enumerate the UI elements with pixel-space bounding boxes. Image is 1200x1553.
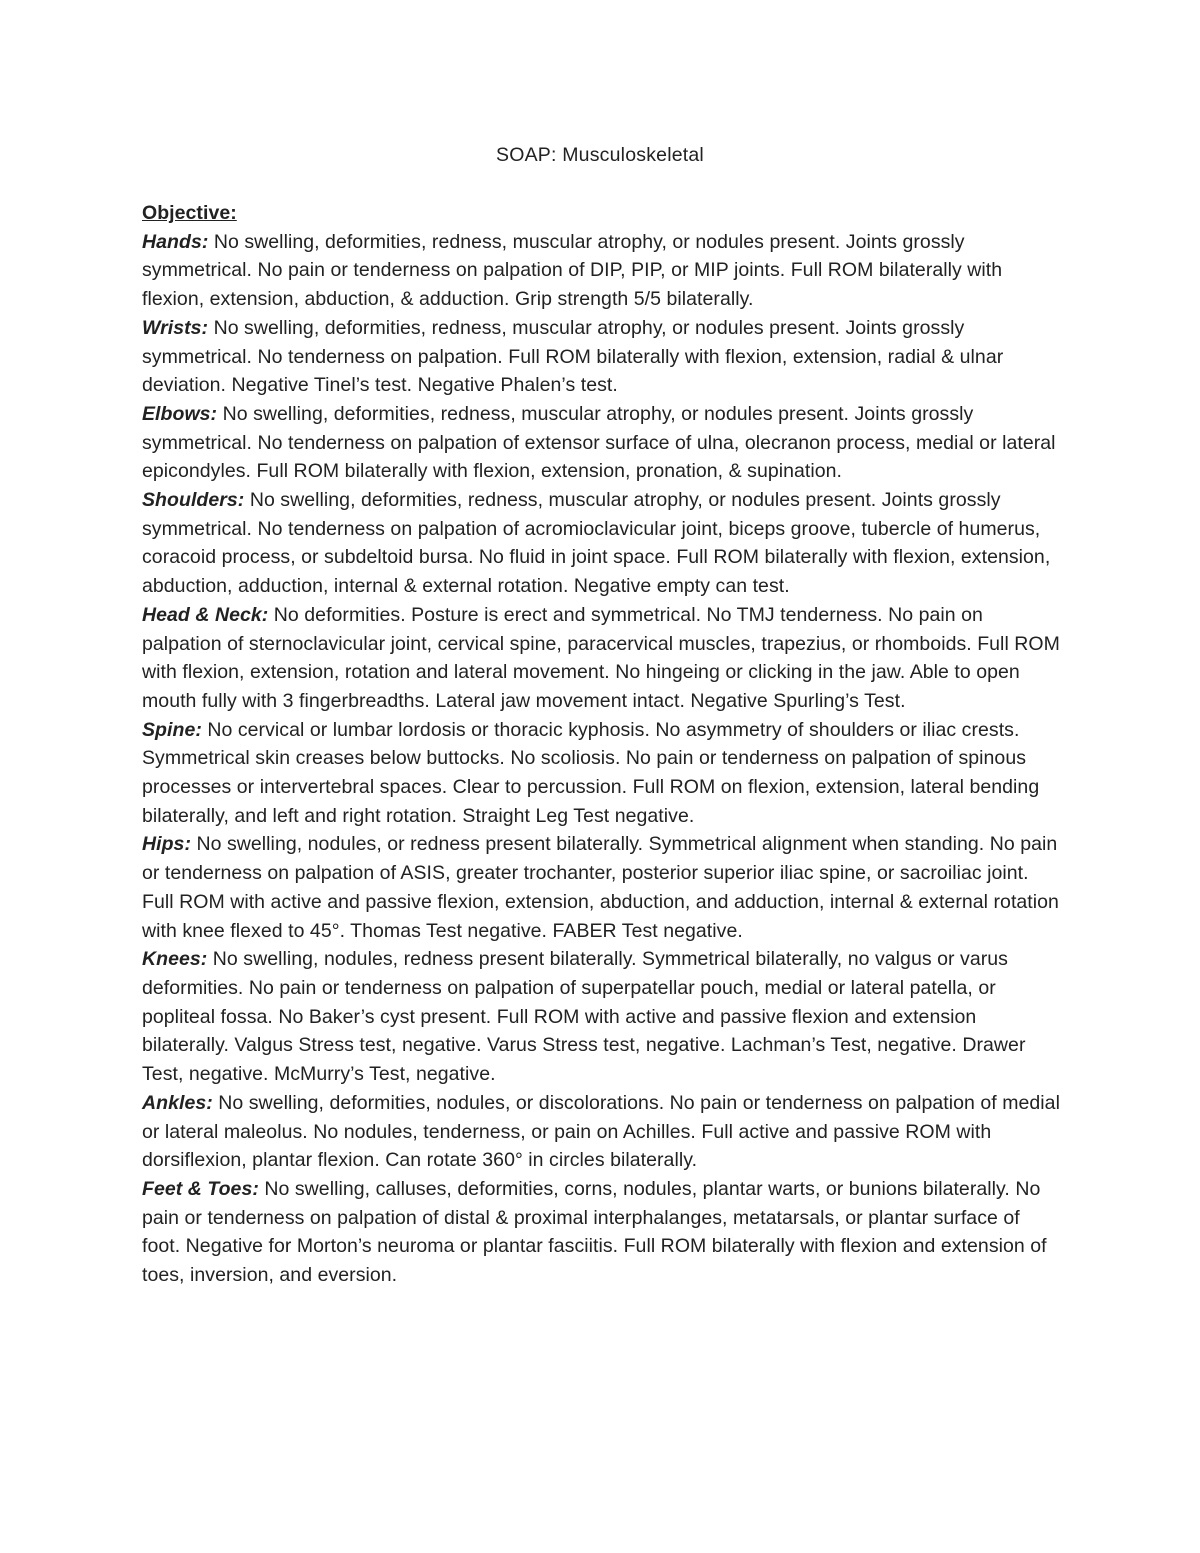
section-label: Shoulders: — [142, 489, 245, 512]
section-label: Hips: — [142, 833, 191, 856]
section-label: Wrists: — [142, 316, 209, 339]
section-text: No swelling, deformities, redness, muscular atrophy, or nodules present. Joints grossly symmetrical. No tenderness on palpation of acromioclavicular joint, biceps groove, tubercle of humerus, coracoid process, or subdeltoid bursa. No fluid in joint space. Full ROM bilaterally with flexion, extension, abduction, adduction, internal & external rotation. Negative empty can test. — [142, 489, 1051, 598]
section-hands — [142, 228, 1062, 314]
section-text: No swelling, nodules, or redness present bilaterally. Symmetrical alignment when standing. No pain or tenderness on palpation of ASIS, greater trochanter, posterior superior iliac spine, or sacroiliac joint. Full ROM with active and passive flexion, extension, abduction, and adduction, internal & external rotation with knee flexed to 45°. Thomas Test negative. FABER Test negative. — [142, 833, 1059, 942]
section-elbows — [142, 400, 1062, 486]
section-label: Knees: — [142, 948, 208, 971]
document-title: SOAP: Musculoskeletal — [496, 144, 704, 166]
section-spine — [142, 716, 1062, 831]
section-text: No swelling, deformities, redness, muscular atrophy, or nodules present. Joints grossly symmetrical. No tenderness on palpation of extensor surface of ulna, olecranon process, medial or lateral epicondyles. Full ROM bilaterally with flexion, extension, pronation, & supination. — [142, 402, 1056, 483]
section-text: No swelling, deformities, nodules, or discolorations. No pain or tenderness on palpation of medial or lateral maleolus. No nodules, tenderness, or pain on Achilles. Full active and passive ROM with dorsiflexion, plantar flexion. Can rotate 360° in circles bilaterally. — [142, 1091, 1060, 1172]
section-wrists — [142, 314, 1062, 400]
section-text: No swelling, nodules, redness present bilaterally. Symmetrical bilaterally, no valgus or varus deformities. No pain or tenderness on palpation of superpatellar pouch, medial or lateral patella, or popliteal fossa. No Baker’s cyst present. Full ROM with active and passive flexion and extension bilaterally. Valgus Stress test, negative. Varus Stress test, negative. Lachman’s Test, negative. Drawer Test, negative. McMurry’s Test, negative. — [142, 948, 1026, 1086]
section-text: No cervical or lumbar lordosis or thoracic kyphosis. No asymmetry of shoulders or iliac crests. Symmetrical skin creases below buttocks. No scoliosis. No pain or tenderness on palpation of spinous processes or intervertebral spaces. Clear to percussion. Full ROM on flexion, extension, lateral bending bilaterally, and left and right rotation. Straight Leg Test negative. — [142, 718, 1040, 827]
section-knees — [142, 945, 1062, 1089]
section-head-neck — [142, 601, 1062, 716]
section-hips — [142, 830, 1062, 945]
section-label: Elbows: — [142, 402, 218, 425]
section-label: Spine: — [142, 718, 202, 741]
section-label: Feet & Toes: — [142, 1177, 259, 1200]
section-label: Hands: — [142, 230, 209, 253]
section-text: No swelling, calluses, deformities, corns, nodules, plantar warts, or bunions bilaterally. No pain or tenderness on palpation of distal & proximal interphalanges, metatarsals, or plantar surface of foot. Negative for Morton’s neuroma or plantar fasciitis. Full ROM bilaterally with flexion and extension of toes, inversion, and eversion. — [142, 1177, 1047, 1287]
section-text: No deformities. Posture is erect and symmetrical. No TMJ tenderness. No pain on palpation of sternoclavicular joint, cervical spine, paracervical muscles, trapezius, or rhomboids. Full ROM with flexion, extension, rotation and lateral movement. No hingeing or clicking in the jaw. Able to open mouth fully with 3 fingerbreadths. Lateral jaw movement intact. Negative Spurling’s Test. — [142, 603, 1060, 712]
section-ankles — [142, 1089, 1062, 1175]
section-feet-toes — [142, 1175, 1062, 1290]
section-text: No swelling, deformities, redness, muscular atrophy, or nodules present. Joints grossly symmetrical. No pain or tenderness on palpation of DIP, PIP, or MIP joints. Full ROM bilaterally with flexion, extension, abduction, & adduction. Grip strength 5/5 bilaterally. — [142, 230, 1003, 311]
objective-heading: Objective: — [142, 202, 237, 224]
document-body — [142, 199, 1062, 1290]
section-shoulders — [142, 486, 1062, 601]
section-text: No swelling, deformities, redness, muscular atrophy, or nodules present. Joints grossly symmetrical. No tenderness on palpation. Full ROM bilaterally with flexion, extension, radial & ulnar deviation. Negative Tinel’s test. Negative Phalen’s test. — [142, 316, 1004, 397]
section-label: Ankles: — [142, 1091, 213, 1114]
section-label: Head & Neck: — [142, 603, 269, 626]
